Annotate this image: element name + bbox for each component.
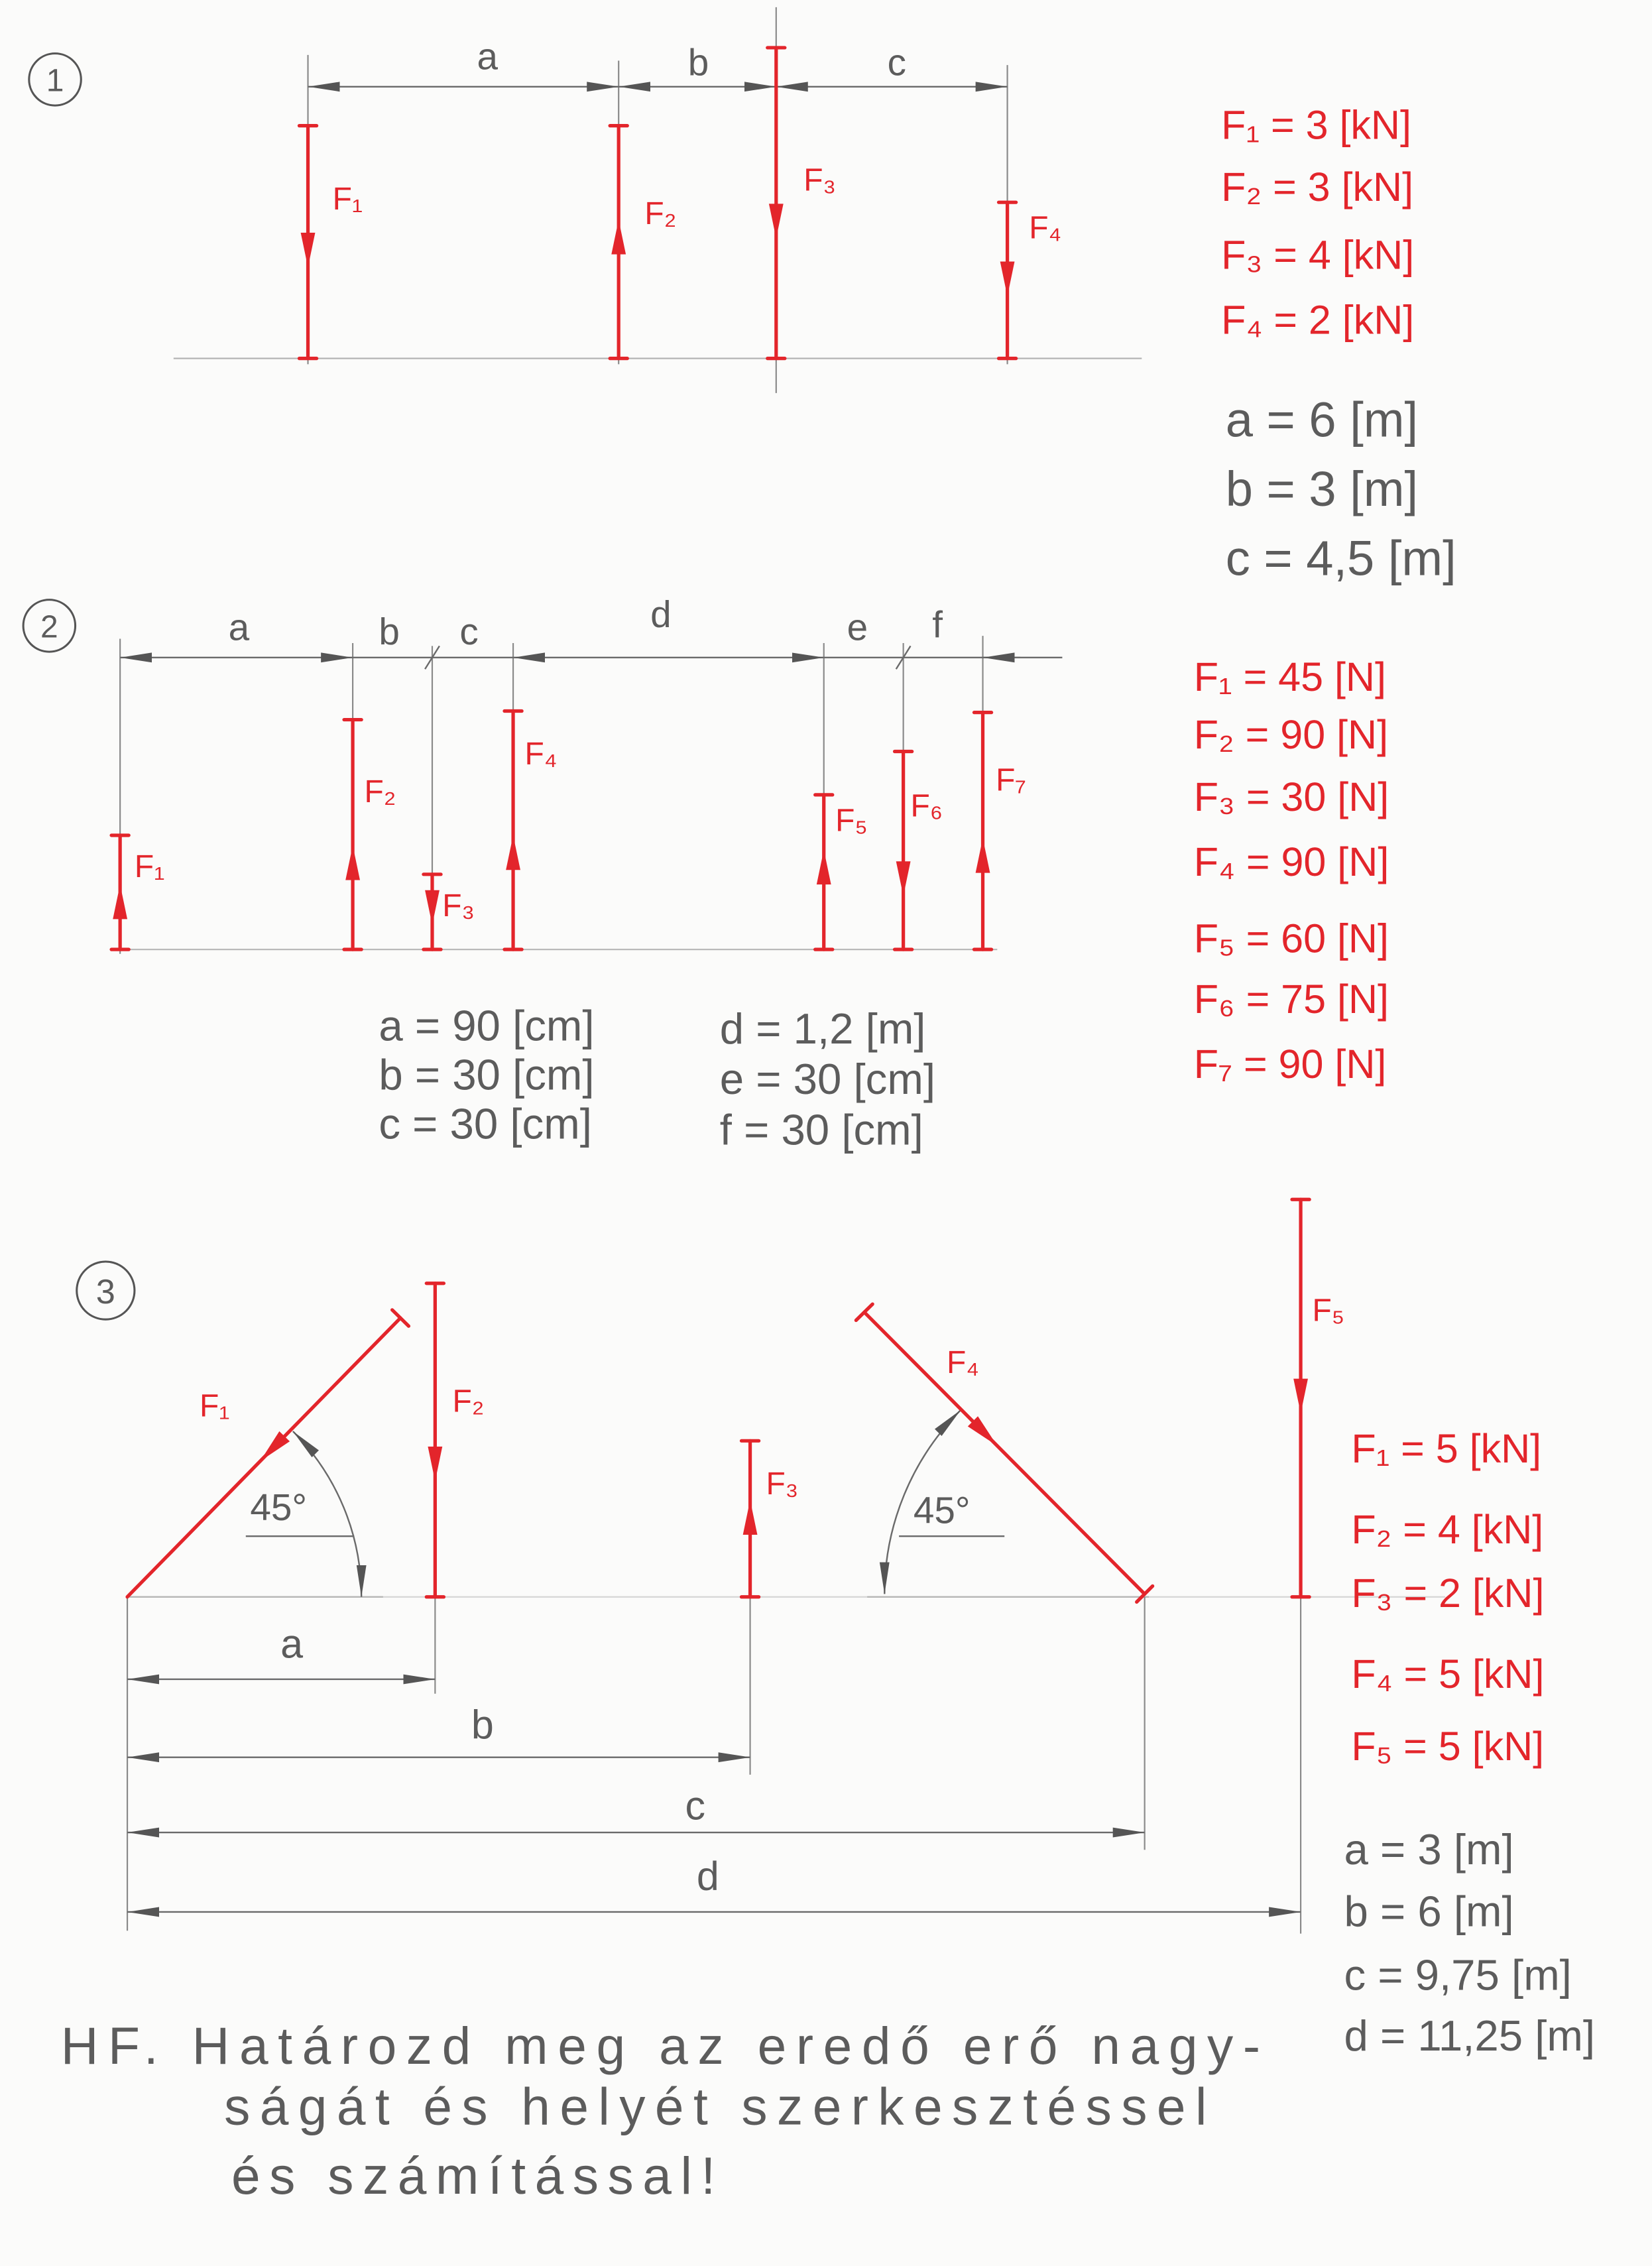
p3-given-force-4: F₄ = 5 [kN] [1351, 1651, 1545, 1697]
p3-given-length-d: d = 11,25 [m] [1344, 2011, 1596, 2060]
p3-force-label-f1: F₁ [200, 1388, 230, 1424]
p2-given-length-b: b = 30 [cm] [379, 1050, 595, 1099]
p3-given-length-a: a = 3 [m] [1344, 1825, 1514, 1874]
p2-given-length-e: e = 30 [cm] [719, 1055, 936, 1104]
p1-dimension-label-c: c [887, 42, 906, 84]
p2-dimension-label-c: c [459, 611, 479, 654]
p2-given-force-4: F₄ = 90 [N] [1193, 839, 1389, 884]
p3-force-label-f3: F₃ [766, 1466, 799, 1502]
p1-given-force-3: F₃ = 4 [kN] [1221, 232, 1415, 278]
p2-given-force-2: F₂ = 90 [N] [1193, 712, 1389, 758]
p3-force-label-f2: F₂ [452, 1384, 485, 1419]
p2-dimension-label-e: e [847, 607, 868, 649]
p1-given-force-2: F₂ = 3 [kN] [1221, 164, 1414, 209]
p3-given-force-1: F₁ = 5 [kN] [1351, 1426, 1542, 1472]
p2-given-length-f: f = 30 [cm] [719, 1105, 923, 1154]
p3-angle-label-f4: 45° [913, 1490, 971, 1532]
p1-force-label-f4: F₄ [1029, 210, 1062, 246]
homework-line-3: és számítással! [231, 2147, 716, 2206]
p2-force-label-f6: F₆ [910, 788, 943, 824]
p3-dimension-label-d: d [696, 1854, 719, 1899]
p1-given-length-c: c = 4,5 [m] [1225, 530, 1456, 586]
p2-given-force-1: F₁ = 45 [N] [1193, 654, 1386, 699]
p3-dimension-label-c: c [685, 1783, 705, 1828]
p1-dimension-label-b: b [687, 42, 709, 84]
p1-given-length-a: a = 6 [m] [1225, 392, 1419, 447]
problem-1-number: 1 [46, 63, 64, 99]
p3-dimension-label-a: a [280, 1621, 304, 1667]
p3-given-force-5: F₅ = 5 [kN] [1351, 1724, 1545, 1769]
p2-given-length-c: c = 30 [cm] [379, 1099, 592, 1148]
p2-given-force-3: F₃ = 30 [N] [1193, 774, 1389, 819]
p2-given-force-7: F₇ = 90 [N] [1193, 1042, 1387, 1087]
p2-force-label-f4: F₄ [524, 737, 558, 772]
p1-given-force-1: F₁ = 3 [kN] [1221, 102, 1411, 148]
p3-force-label-f4: F₄ [947, 1344, 979, 1380]
homework-line-1: HF. Határozd meg az eredő erő nagy- [60, 2016, 1261, 2075]
p3-given-force-2: F₂ = 4 [kN] [1351, 1507, 1544, 1553]
p1-force-label-f2: F₂ [644, 196, 677, 231]
p3-given-length-b: b = 6 [m] [1344, 1887, 1514, 1936]
p1-dimension-label-a: a [477, 36, 499, 78]
p3-force-label-f5: F₅ [1312, 1293, 1345, 1329]
p2-dimension-label-d: d [650, 594, 672, 636]
homework-line-2: ságát és helyét szerkesztéssel [224, 2077, 1207, 2136]
p3-given-length-c: c = 9,75 [m] [1344, 1950, 1572, 1999]
p2-force-label-f3: F₃ [442, 888, 475, 924]
problem-3-number: 3 [95, 1273, 115, 1312]
p2-dimension-label-f: f [932, 604, 943, 646]
p3-dimension-label-b: b [471, 1702, 494, 1748]
p2-given-force-6: F₆ = 75 [N] [1193, 977, 1389, 1022]
p2-dimension-label-b: b [379, 611, 400, 654]
p2-force-label-f5: F₅ [835, 803, 868, 839]
p2-given-force-5: F₅ = 60 [N] [1193, 916, 1389, 961]
p2-force-label-f1: F₁ [134, 849, 165, 885]
p1-force-label-f1: F₁ [332, 182, 363, 217]
p3-given-force-3: F₃ = 2 [kN] [1351, 1570, 1545, 1616]
p2-force-label-f7: F₇ [996, 762, 1026, 798]
p1-force-label-f3: F₃ [803, 162, 837, 198]
p2-given-length-a: a = 90 [cm] [379, 1001, 595, 1050]
p3-angle-label-f1: 45° [250, 1487, 308, 1529]
p1-given-force-4: F₄ = 2 [kN] [1221, 297, 1415, 343]
p2-given-length-d: d = 1,2 [m] [719, 1004, 926, 1053]
problem-2-number: 2 [40, 609, 58, 645]
p1-given-length-b: b = 3 [m] [1225, 461, 1419, 516]
p2-dimension-label-a: a [228, 607, 250, 649]
p2-force-label-f2: F₂ [364, 774, 396, 809]
